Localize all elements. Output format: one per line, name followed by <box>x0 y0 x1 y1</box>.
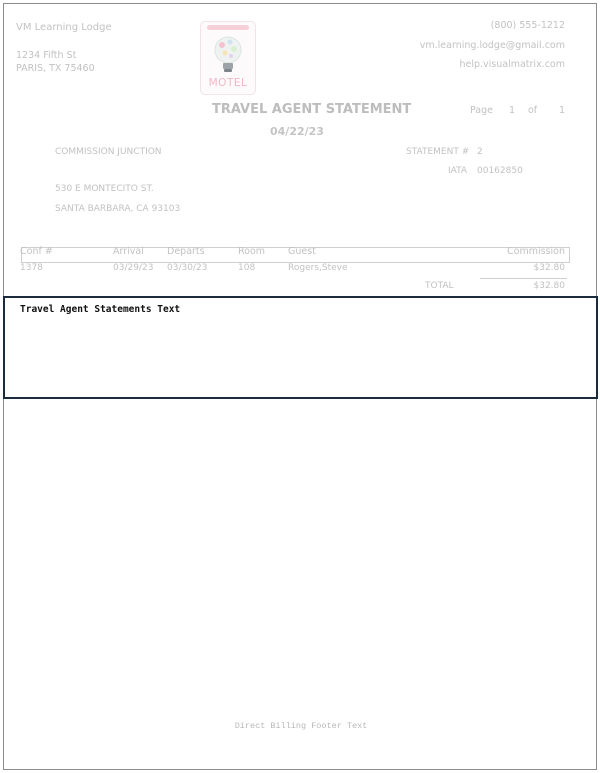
total-rule <box>480 278 567 279</box>
agent-name: COMMISSION JUNCTION <box>55 147 162 157</box>
page-number: 1 <box>509 105 516 116</box>
direct-billing-footer: Direct Billing Footer Text <box>234 721 368 731</box>
col-header-commission: Commission <box>507 246 565 257</box>
col-header-room: Room <box>238 246 266 257</box>
hotel-website: help.visualmatrix.com <box>459 59 565 70</box>
logo-word: MOTEL <box>208 77 248 89</box>
total-label: TOTAL <box>425 281 454 291</box>
statement-date: 04/22/23 <box>270 125 324 138</box>
cell-guest: Rogers,Steve <box>288 263 348 273</box>
hotel-email: vm.learning.lodge@gmail.com <box>419 40 565 51</box>
page-total: 1 <box>559 105 566 116</box>
statements-text-box[interactable] <box>3 296 598 399</box>
cell-arrival: 03/29/23 <box>113 263 154 273</box>
cell-commission: $32.80 <box>533 263 565 273</box>
agent-address-line2: SANTA BARBARA, CA 93103 <box>55 204 181 214</box>
page-of-label: of <box>528 105 538 116</box>
iata-label: IATA <box>448 166 468 176</box>
col-header-arrival: Arrival <box>113 246 144 257</box>
hotel-address-line1: 1234 Fifth St <box>16 50 77 61</box>
hotel-name: VM Learning Lodge <box>16 22 112 33</box>
total-amount: $32.80 <box>533 281 565 291</box>
cell-conf: 1378 <box>20 263 43 273</box>
col-header-departs: Departs <box>167 246 205 257</box>
statement-title: TRAVEL AGENT STATEMENT <box>212 102 412 117</box>
hotel-phone: (800) 555-1212 <box>490 20 565 31</box>
statement-number: 2 <box>477 147 483 157</box>
statements-text: Travel Agent Statements Text <box>20 304 181 315</box>
col-header-guest: Guest <box>288 246 316 257</box>
hotel-logo <box>200 21 256 95</box>
agent-address-line1: 530 E MONTECITO ST. <box>55 184 154 194</box>
cell-departs: 03/30/23 <box>167 263 208 273</box>
hotel-address-line2: PARIS, TX 75460 <box>16 63 95 74</box>
cell-room: 108 <box>238 263 256 273</box>
col-header-conf: Conf # <box>20 246 53 257</box>
page-label: Page <box>470 105 493 116</box>
statement-number-label: STATEMENT # <box>406 147 470 157</box>
iata-number: 00162850 <box>477 166 523 176</box>
